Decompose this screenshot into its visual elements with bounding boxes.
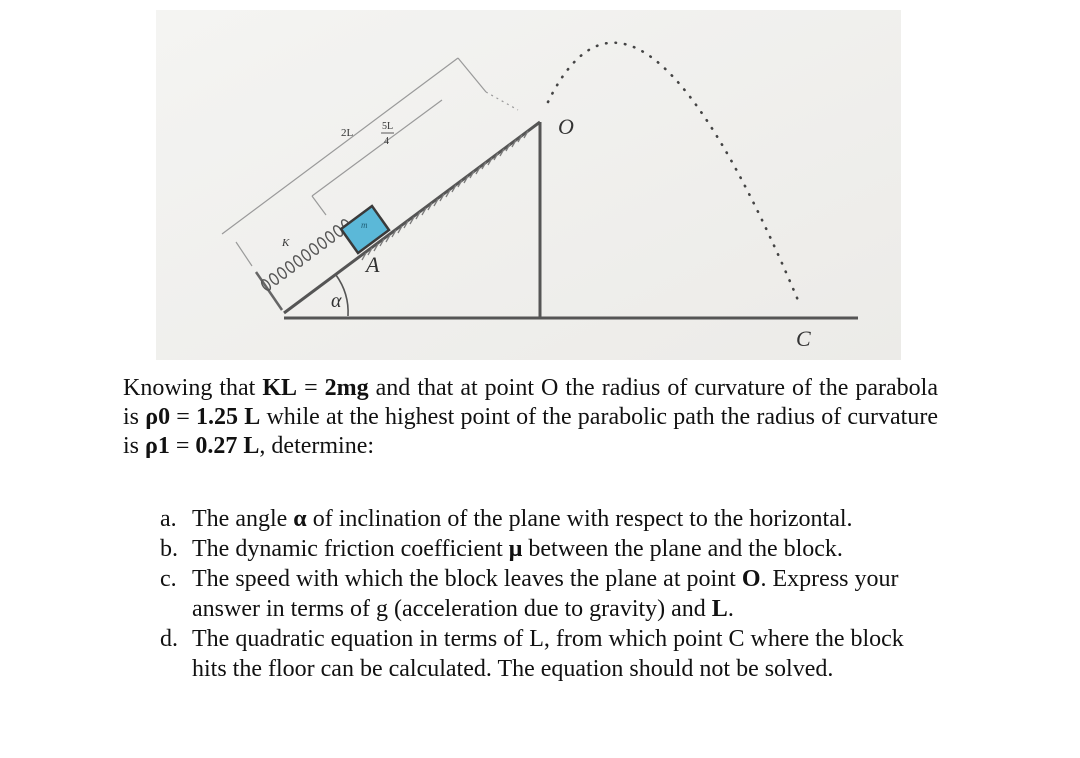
statement-text: = bbox=[297, 375, 325, 401]
question-text: of inclination of the plane with respect to the horizontal. bbox=[306, 506, 853, 532]
rho0-value: 1.25 L bbox=[196, 404, 261, 430]
question-text: The quadratic equation in terms of L, from which point C where the block hits the floor can be calculated. The equation should not be solved. bbox=[192, 626, 904, 682]
dimension-5l4-numerator: 5L bbox=[382, 121, 394, 132]
dimension-5l4-denominator: 4 bbox=[384, 136, 389, 147]
point-a-label: A bbox=[366, 252, 380, 277]
statement-text: Knowing that bbox=[123, 375, 263, 401]
point-o-term: O bbox=[741, 566, 761, 592]
question-text: between the plane and the block. bbox=[522, 536, 843, 562]
question-letter: c. bbox=[160, 566, 177, 592]
incline-diagram bbox=[156, 10, 901, 360]
mu-symbol: μ bbox=[508, 536, 523, 562]
dimension-2l-label: 2L bbox=[341, 127, 354, 139]
statement-text: while at the highest point of the parabolic path the radius of curvature is bbox=[123, 404, 938, 459]
question-letter: a. bbox=[160, 506, 177, 532]
statement-text: = bbox=[170, 404, 197, 430]
point-o-label: O bbox=[558, 114, 574, 139]
problem-statement bbox=[123, 374, 938, 461]
question-d bbox=[160, 624, 940, 684]
question-text: The angle bbox=[192, 506, 294, 532]
angle-alpha-label: α bbox=[331, 290, 342, 312]
question-letter: d. bbox=[160, 626, 178, 652]
figure-panel bbox=[156, 10, 901, 360]
question-text: The dynamic friction coefficient bbox=[192, 536, 509, 562]
statement-text: and that at point O the radius of curvature of the parabola is bbox=[123, 375, 938, 430]
question-b bbox=[160, 534, 940, 564]
question-text: The speed with which the block leaves the plane at point bbox=[192, 566, 742, 592]
question-a bbox=[160, 504, 940, 534]
rho1-symbol: ρ1 bbox=[145, 433, 170, 459]
two-mg-term: 2mg bbox=[324, 375, 369, 401]
rho0-symbol: ρ0 bbox=[145, 404, 171, 430]
spring-constant-label: K bbox=[282, 237, 290, 249]
mass-label: m bbox=[361, 220, 368, 230]
question-c bbox=[160, 564, 940, 624]
alpha-symbol: α bbox=[293, 506, 307, 532]
l-term: L bbox=[711, 596, 728, 622]
questions-list bbox=[160, 504, 940, 684]
figure-background bbox=[156, 10, 901, 360]
point-c-label: C bbox=[796, 326, 811, 351]
question-text: . bbox=[727, 596, 734, 622]
question-text: . Express your answer in terms of g (acceleration due to gravity) and bbox=[192, 566, 899, 622]
statement-text: = bbox=[169, 433, 196, 459]
statement-text: , determine: bbox=[259, 433, 375, 459]
kl-term: KL bbox=[262, 375, 298, 401]
rho1-value: 0.27 L bbox=[195, 433, 260, 459]
question-letter: b. bbox=[160, 536, 178, 562]
